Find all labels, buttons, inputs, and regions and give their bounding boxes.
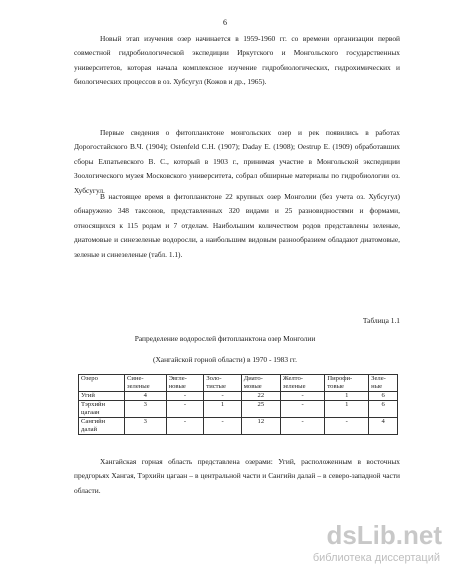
table-cell: - [204,418,241,435]
lake-name-cell: Угий [79,392,125,401]
table-row [79,418,398,435]
lake-name-cell: Сангийн далай [79,418,125,435]
paragraph-text: В настоящее время в фитопланктоне 22 крупных озер Монголии (без учета оз. Хубсугул) обнаружено 348 таксонов, представленных 320 видами и 25 разновидностями и формами, относящихся к 115 родам и 7 отделам. Наибольшим количеством родов представлены зеленые, диатомовые и синезеленые водоросли, а наибольшим видовым разнообразием обладают диатомовые, зеленые и синезеленые (табл. 1.1). [74,192,400,259]
table-cell: - [280,418,325,435]
table-cell: 12 [241,418,280,435]
table-cell: - [204,392,241,401]
table-label: Таблица 1.1 [362,316,400,325]
header-cell: Золо-тистые [204,375,241,392]
dslib-caption: библиотека диссертаций [312,552,440,564]
header-cell: Желто-зеленые [280,375,325,392]
table-cell: - [166,401,204,418]
header-cell: Озеро [79,375,125,392]
table-header-row [79,375,398,392]
table-cell: 3 [125,418,167,435]
header-cell: Эвгле-новые [166,375,204,392]
table-cell: - [280,392,325,401]
header-cell: Диато-мовые [241,375,280,392]
lake-name-cell: Тэрхийн цагаан [79,401,125,418]
paragraph-new-stage [74,32,400,90]
dslib-watermark [292,520,442,568]
table-title-line1: Рапределение водорослей фитопланктона озер Монголии [134,334,316,343]
table-title-line2: (Хангайской горной области) в 1970 - 1983 гг. [153,355,297,364]
table-cell: 6 [369,401,398,418]
paragraph-text: Новый этап изучения озер начинается в 1959-1960 гг. со времени организации первой совместной гидробиологической экспедиции Иркутского и Монгольского государственных университетов, которая начала комплексное изучение гидробиологических, гидрохимических и биологических процессов в оз. Хубсугул (Кожов и др., 1965). [74,34,400,87]
table-cell: 1 [325,401,369,418]
paragraph-hangai [74,455,400,498]
page-number: 6 [223,18,227,27]
table-cell: 4 [369,418,398,435]
table-cell: 1 [204,401,241,418]
table-cell: - [325,418,369,435]
table-cell: 6 [369,392,398,401]
table-cell: 1 [325,392,369,401]
header-cell: Зеле-ные [369,375,398,392]
table-cell: - [166,392,204,401]
header-cell: Сине-зеленые [125,375,167,392]
header-cell: Пирофи-товые [325,375,369,392]
table-cell: - [280,401,325,418]
paragraph-text: Первые сведения о фитопланктоне монгольских озер и рек появились в работах Дорогостайского В.Ч. (1904); Ostenfeld C.H. (1907); Daday E. (1908); Oestrup E. (1909) обработавших сборы Елпатьевского В. С., который в 1903 г., принимая участие в Монгольской экспедиции Зоологического музея Московского университета, собрал обширные материалы по гидробиологии оз. Хубсугул. [74,128,400,195]
paragraph-present-time [74,190,400,262]
paragraph-first-info [74,126,400,198]
table-row [79,392,398,401]
paragraph-text: Хангайская горная область представлена озерами: Угий, расположенным в восточных предгорьях Хангая, Тэрхийн цагаан – в центральной части и Сангийн далай – в северо-западной части области. [74,457,400,495]
table-cell: 4 [125,392,167,401]
algae-distribution-table [78,374,398,435]
table-cell: - [166,418,204,435]
table-cell: 3 [125,401,167,418]
table-cell: 25 [241,401,280,418]
dslib-logo: dsLib.net [326,520,442,550]
table-row [79,401,398,418]
table-cell: 22 [241,392,280,401]
